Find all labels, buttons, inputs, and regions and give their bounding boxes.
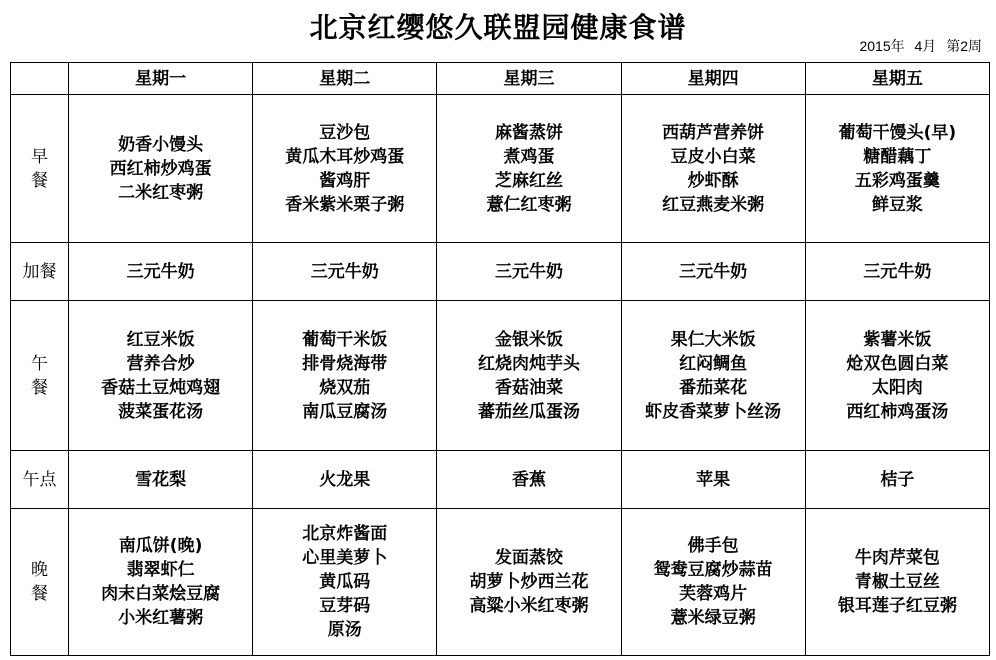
menu-cell xyxy=(253,243,437,301)
day-header: 星期二 xyxy=(253,63,437,95)
dish-item: 二米红枣粥 xyxy=(118,182,204,203)
dish-item: 豆沙包 xyxy=(319,122,371,143)
dish-item: 香菇土豆炖鸡翅 xyxy=(101,377,221,398)
dish-item: 蕃茄丝瓜蛋汤 xyxy=(477,401,580,422)
menu-table xyxy=(10,62,990,656)
dish-item: 营养合炒 xyxy=(126,353,195,374)
dish-item: 太阳肉 xyxy=(871,377,923,398)
dish-item: 北京炸酱面 xyxy=(302,524,388,544)
menu-cell xyxy=(69,451,253,509)
dish-item: 红闷鲷鱼 xyxy=(679,353,748,374)
meal-label: 午点 xyxy=(11,451,69,509)
menu-cell xyxy=(437,301,621,451)
dish-item: 桔子 xyxy=(880,469,915,490)
meal-label: 加餐 xyxy=(11,243,69,301)
meal-row xyxy=(11,509,990,656)
menu-cell xyxy=(621,509,805,656)
meal-label-text: 早餐 xyxy=(31,146,48,191)
dish-item: 三元牛奶 xyxy=(863,261,932,282)
dish-item: 烧双茄 xyxy=(319,377,371,398)
dish-item: 五彩鸡蛋羹 xyxy=(854,170,940,191)
dish-item: 三元牛奶 xyxy=(679,261,748,282)
dish-item: 薏米绿豆粥 xyxy=(670,608,756,628)
meal-row xyxy=(11,301,990,451)
dish-item: 奶香小馒头 xyxy=(118,134,204,155)
date-line xyxy=(853,36,982,56)
dish-item: 佛手包 xyxy=(687,536,739,556)
page-title: 北京红缨悠久联盟园健康食谱 xyxy=(309,11,687,44)
dish-item: 火龙果 xyxy=(319,469,371,490)
meal-row xyxy=(11,95,990,243)
date-week: 第2周 xyxy=(946,38,982,54)
menu-cell xyxy=(437,95,621,243)
dish-item: 三元牛奶 xyxy=(126,261,195,282)
dish-item: 金银米饭 xyxy=(494,329,563,350)
header-row xyxy=(11,63,990,95)
date-year: 2015年 xyxy=(859,38,905,54)
dish-item: 香菇油菜 xyxy=(494,377,563,398)
day-header: 星期四 xyxy=(621,63,805,95)
date-month: 4月 xyxy=(914,38,937,54)
dish-item: 南瓜豆腐汤 xyxy=(302,401,388,422)
menu-cell xyxy=(69,243,253,301)
meal-label-text: 晚餐 xyxy=(31,560,48,604)
day-header: 星期一 xyxy=(69,63,253,95)
menu-cell xyxy=(621,243,805,301)
dish-item: 香蕉 xyxy=(511,469,546,490)
dish-item: 发面蒸饺 xyxy=(494,548,563,568)
dish-item: 心里美萝卜 xyxy=(302,548,388,568)
menu-cell xyxy=(805,301,989,451)
dish-item: 薏仁红枣粥 xyxy=(486,194,572,215)
dish-item: 葡萄干米饭 xyxy=(302,329,388,350)
menu-cell xyxy=(253,301,437,451)
menu-cell xyxy=(437,451,621,509)
dish-item: 麻酱蒸饼 xyxy=(494,122,563,143)
dish-item: 煮鸡蛋 xyxy=(503,146,555,167)
dish-item: 南瓜饼(晚) xyxy=(118,536,203,556)
dish-item: 酱鸡肝 xyxy=(319,170,371,191)
dish-item: 高粱小米红枣粥 xyxy=(469,596,589,616)
meal-label-text: 午餐 xyxy=(31,353,48,398)
dish-item: 红豆米饭 xyxy=(126,329,195,350)
dish-item: 葡萄干馒头(早) xyxy=(838,122,957,143)
dish-item: 鲜豆浆 xyxy=(871,194,923,215)
dish-item: 炝双色圆白菜 xyxy=(846,353,949,374)
meal-label xyxy=(11,509,69,656)
menu-cell xyxy=(69,301,253,451)
menu-cell xyxy=(253,95,437,243)
dish-item: 排骨烧海带 xyxy=(302,353,388,374)
dish-item: 豆皮小白菜 xyxy=(670,146,756,167)
menu-cell xyxy=(805,509,989,656)
dish-item: 三元牛奶 xyxy=(310,261,379,282)
dish-item: 雪花梨 xyxy=(135,469,187,490)
dish-item: 菠菜蛋花汤 xyxy=(118,401,204,422)
dish-item: 虾皮香菜萝卜丝汤 xyxy=(645,401,782,422)
dish-item: 紫薯米饭 xyxy=(863,329,932,350)
menu-cell xyxy=(437,509,621,656)
menu-cell xyxy=(621,451,805,509)
menu-cell xyxy=(253,451,437,509)
menu-cell xyxy=(621,95,805,243)
dish-item: 黄瓜码 xyxy=(319,572,371,592)
meal-row xyxy=(11,243,990,301)
dish-item: 香米紫米栗子粥 xyxy=(285,194,405,215)
dish-item: 银耳莲子红豆粥 xyxy=(837,596,957,616)
corner-cell xyxy=(11,63,69,95)
menu-cell xyxy=(805,243,989,301)
dish-item: 番茄菜花 xyxy=(679,377,748,398)
dish-item: 红豆燕麦米粥 xyxy=(662,194,765,215)
dish-item: 芙蓉鸡片 xyxy=(679,584,748,604)
dish-item: 胡萝卜炒西兰花 xyxy=(469,572,589,592)
menu-cell xyxy=(437,243,621,301)
menu-cell xyxy=(253,509,437,656)
dish-item: 豆芽码 xyxy=(319,596,371,616)
menu-cell xyxy=(805,451,989,509)
dish-item: 小米红薯粥 xyxy=(118,608,204,628)
menu-cell xyxy=(805,95,989,243)
dish-item: 鸳鸯豆腐炒蒜苗 xyxy=(653,560,773,580)
meal-label xyxy=(11,95,69,243)
dish-item: 翡翠虾仁 xyxy=(126,560,195,580)
dish-item: 原汤 xyxy=(327,620,362,640)
day-header: 星期三 xyxy=(437,63,621,95)
dish-item: 西红柿鸡蛋汤 xyxy=(846,401,949,422)
dish-item: 黄瓜木耳炒鸡蛋 xyxy=(285,146,405,167)
dish-item: 苹果 xyxy=(696,469,731,490)
dish-item: 西葫芦营养饼 xyxy=(662,122,765,143)
dish-item: 芝麻红丝 xyxy=(494,170,563,191)
meal-label xyxy=(11,301,69,451)
dish-item: 糖醋藕丁 xyxy=(863,146,932,167)
dish-item: 肉末白菜烩豆腐 xyxy=(101,584,221,604)
dish-item: 牛肉芹菜包 xyxy=(854,548,940,568)
menu-cell xyxy=(69,509,253,656)
dish-item: 西红柿炒鸡蛋 xyxy=(109,158,212,179)
day-header: 星期五 xyxy=(805,63,989,95)
dish-item: 炒虾酥 xyxy=(687,170,739,191)
meal-row xyxy=(11,451,990,509)
dish-item: 三元牛奶 xyxy=(494,261,563,282)
dish-item: 红烧肉炖芋头 xyxy=(477,353,580,374)
dish-item: 青椒土豆丝 xyxy=(854,572,940,592)
menu-cell xyxy=(69,95,253,243)
dish-item: 果仁大米饭 xyxy=(670,329,756,350)
menu-cell xyxy=(621,301,805,451)
